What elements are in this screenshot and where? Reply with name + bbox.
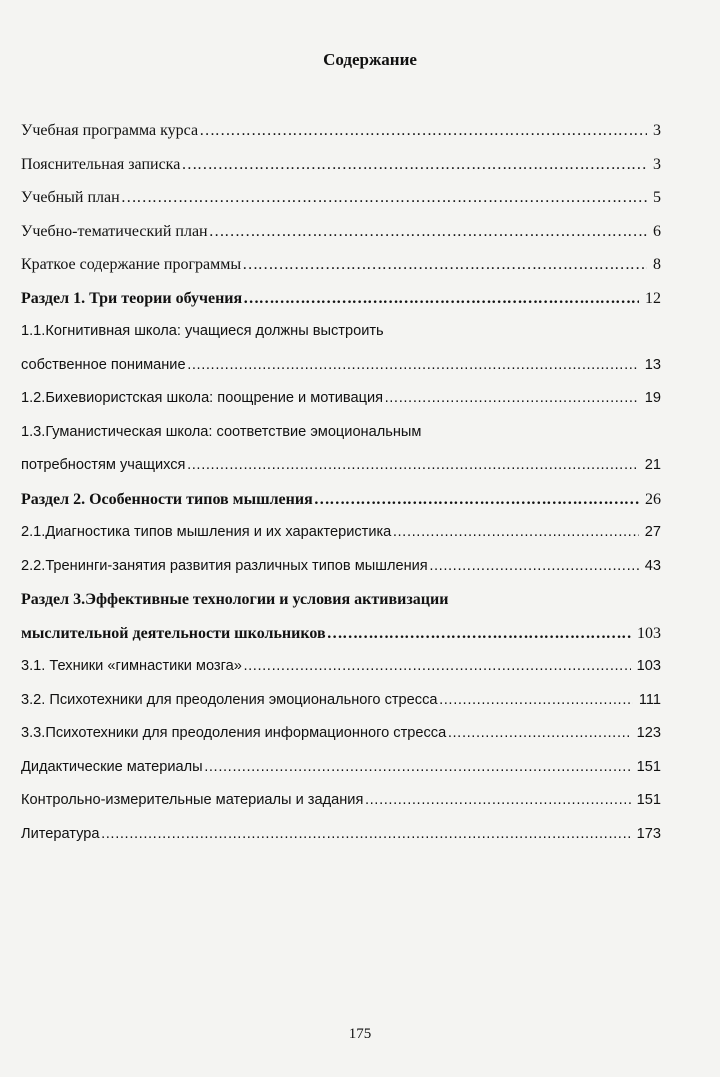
dot-leader: [181, 148, 647, 182]
table-of-contents: [21, 114, 661, 851]
toc-entry: [21, 684, 661, 718]
dot-leader: [314, 483, 639, 517]
toc-entry-title-line: 1.1.Когнитивная школа: учащиеся должны выстроить: [21, 323, 384, 339]
toc-entry-page: 173: [636, 825, 661, 842]
toc-entry-page: 5: [653, 189, 661, 206]
toc-entry: [21, 315, 661, 382]
toc-entry-title: потребностям учащихся: [21, 457, 186, 473]
toc-entry-title: 3.2. Психотехники для преодоления эмоционального стресса: [21, 691, 438, 708]
toc-entry-title: мыслительной деятельности школьников: [21, 624, 326, 642]
dot-leader: [384, 382, 639, 416]
toc-entry-title-line: 1.3.Гуманистическая школа: соответствие эмоциональным: [21, 423, 422, 440]
toc-entry-title: 3.1. Техники «гимнастики мозга»: [21, 658, 242, 674]
toc-entry-page: 27: [644, 524, 661, 540]
toc-entry: [21, 818, 661, 852]
toc-entry-title: 3.3.Психотехники для преодоления информационного стресса: [21, 725, 447, 741]
toc-entry: [21, 550, 661, 584]
toc-entry-title: собственное понимание: [21, 356, 186, 373]
toc-entry-page: 123: [636, 725, 661, 741]
toc-entry: [21, 248, 661, 282]
toc-entry-title: Краткое содержание программы: [21, 256, 242, 273]
dot-leader: [327, 617, 631, 651]
toc-entry-title: Дидактические материалы: [21, 758, 203, 775]
toc-entry-title-line: Раздел 3.Эффективные технологии и условия активизации: [21, 591, 449, 608]
toc-entry: [21, 583, 661, 650]
dot-leader: [447, 717, 630, 751]
toc-entry: [21, 181, 661, 215]
toc-entry: [21, 784, 661, 818]
toc-entry: [21, 751, 661, 785]
toc-entry: [21, 650, 661, 684]
dot-leader: [101, 818, 631, 852]
dot-leader: [186, 449, 638, 483]
toc-entry-page: 3: [653, 122, 661, 139]
dot-leader: [439, 684, 633, 718]
toc-entry: [21, 416, 661, 483]
toc-entry: [21, 282, 661, 316]
toc-entry-page: 12: [645, 289, 661, 307]
toc-entry-page: 43: [644, 557, 661, 574]
toc-entry-page: 19: [644, 390, 661, 406]
toc-entry: [21, 114, 661, 148]
dot-leader: [429, 550, 639, 584]
toc-entry: [21, 516, 661, 550]
dot-leader: [242, 248, 647, 282]
toc-entry: [21, 717, 661, 751]
toc-entry-title: 1.2.Бихевиористская школа: поощрение и мотивация: [21, 390, 384, 406]
toc-entry-title: Учебная программа курса: [21, 122, 199, 139]
toc-entry-title: Учебный план: [21, 189, 120, 206]
toc-entry-title: Контрольно-измерительные материалы и задания: [21, 792, 364, 808]
toc-entry-page: 103: [636, 658, 661, 674]
toc-entry-page: 6: [653, 222, 661, 240]
dot-leader: [243, 650, 631, 684]
dot-leader: [204, 751, 631, 785]
toc-entry-title: 2.1.Диагностика типов мышления и их характеристика: [21, 524, 392, 540]
dot-leader: [187, 349, 639, 383]
toc-entry-page: 151: [636, 758, 661, 775]
toc-entry-page: 8: [653, 256, 661, 273]
dot-leader: [199, 114, 647, 148]
toc-entry-page: 3: [653, 155, 661, 173]
toc-entry-title: Литература: [21, 825, 100, 842]
toc-entry-page: 13: [644, 356, 661, 373]
toc-entry-title: Раздел 2. Особенности типов мышления: [21, 490, 313, 508]
toc-entry-title: 2.2.Тренинги-занятия развития различных типов мышления: [21, 557, 428, 574]
toc-entry: [21, 148, 661, 182]
page-title: Содержание: [323, 50, 417, 69]
toc-entry-title: Раздел 1. Три теории обучения: [21, 289, 243, 307]
toc-entry-page: 111: [638, 691, 661, 708]
toc-entry: [21, 382, 661, 416]
toc-entry-title: Пояснительная записка: [21, 155, 181, 173]
toc-entry-page: 21: [644, 457, 661, 473]
dot-leader: [121, 181, 647, 215]
page-number: 175: [348, 1026, 372, 1042]
dot-leader: [364, 784, 630, 818]
toc-entry-page: 151: [636, 792, 661, 808]
dot-leader: [392, 516, 638, 550]
dot-leader: [243, 282, 639, 316]
toc-entry: [21, 215, 661, 249]
dot-leader: [209, 215, 647, 249]
toc-entry-page: 26: [645, 490, 661, 508]
toc-entry: [21, 483, 661, 517]
toc-entry-title: Учебно-тематический план: [21, 222, 208, 240]
toc-entry-page: 103: [637, 624, 661, 642]
